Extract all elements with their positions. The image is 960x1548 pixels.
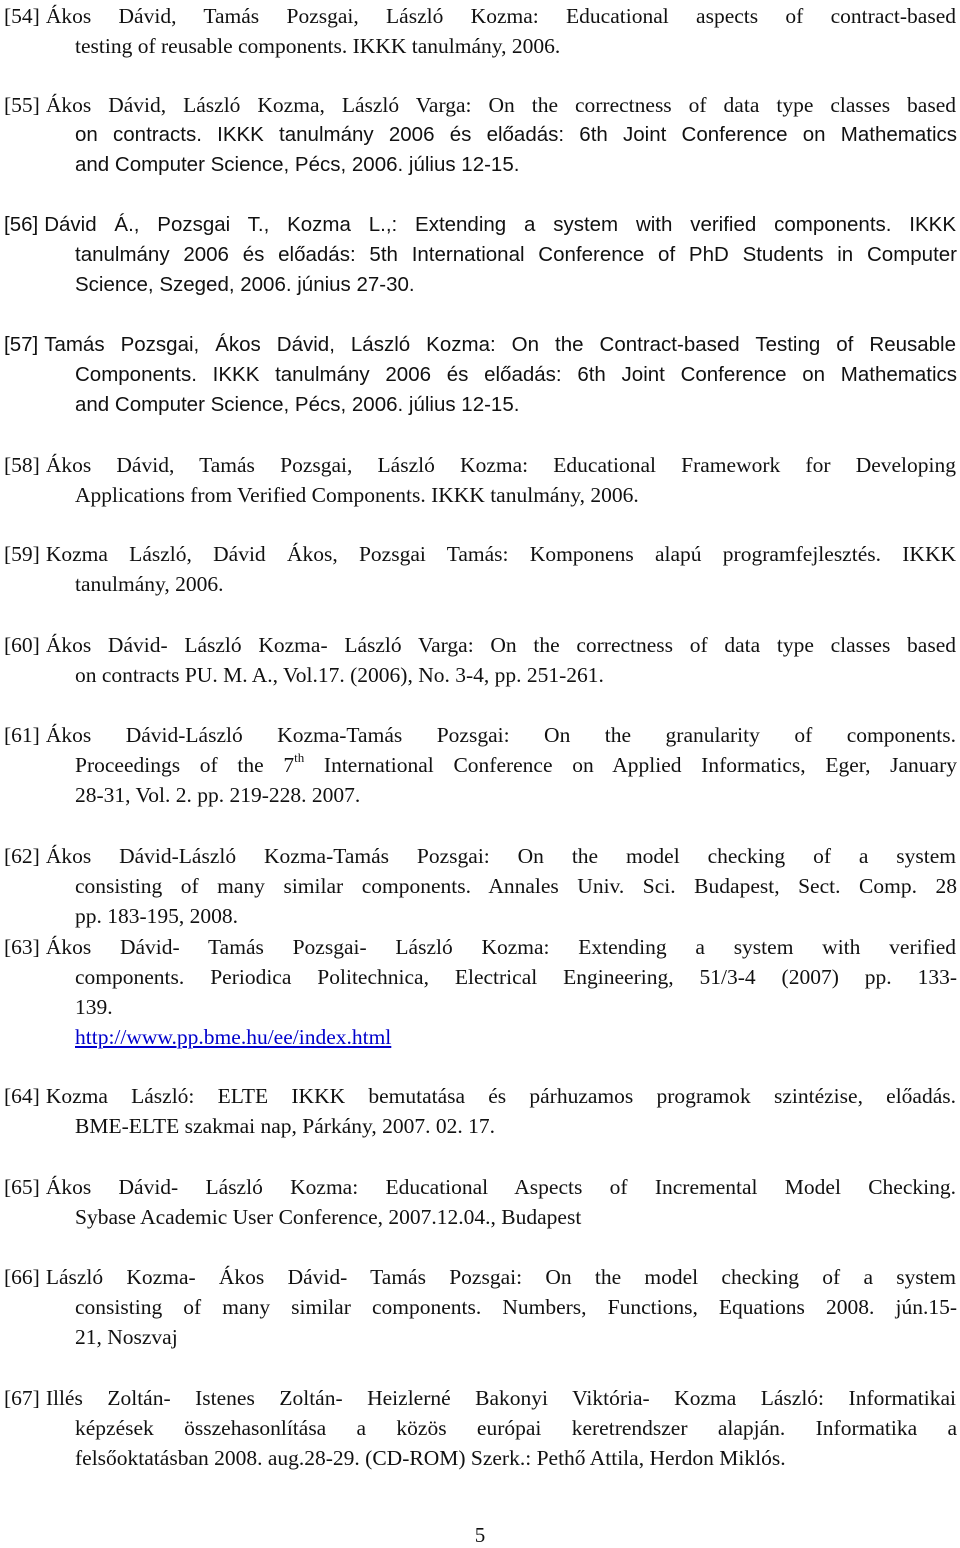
reference-line: 139.: [75, 995, 113, 1019]
reference-line: [56] Dávid Á., Pozsgai T., Kozma L.,: Extending a system with verified components. IKKK: [4, 213, 956, 236]
reference-number: [57]: [4, 333, 39, 356]
reference-line: [57] Tamás Pozsgai, Ákos Dávid, László Kozma: On the Contract-based Testing of Reusable: [4, 333, 956, 356]
reference-line: Sybase Academic User Conference, 2007.12.04., Budapest: [75, 1205, 582, 1229]
reference-line: Science, Szeged, 2006. június 27-30.: [75, 273, 415, 296]
reference-number: [54]: [4, 4, 40, 28]
reference-line: 28-31, Vol. 2. pp. 219-228. 2007.: [75, 783, 361, 807]
reference-line: tanulmány, 2006.: [75, 572, 224, 596]
reference-number: [58]: [4, 453, 40, 477]
reference-line: consisting of many similar components. Annales Univ. Sci. Budapest, Sect. Comp. 28: [75, 874, 957, 898]
reference-line: [59] Kozma László, Dávid Ákos, Pozsgai Tamás: Komponens alapú programfejlesztés. IKKK: [4, 542, 956, 566]
reference-line: [54] Ákos Dávid, Tamás Pozsgai, László Kozma: Educational aspects of contract-based: [4, 4, 956, 28]
reference-line: [58] Ákos Dávid, Tamás Pozsgai, László Kozma: Educational Framework for Developing: [4, 453, 956, 477]
reference-number: [62]: [4, 844, 40, 868]
reference-number: [56]: [4, 213, 39, 236]
reference-line: and Computer Science, Pécs, 2006. július 12-15.: [75, 153, 520, 176]
reference-line: [66] László Kozma- Ákos Dávid- Tamás Pozsgai: On the model checking of a system: [4, 1265, 956, 1289]
reference-line: felsőoktatásban 2008. aug.28-29. (CD-ROM) Szerk.: Pethő Attila, Herdon Miklós.: [75, 1446, 786, 1470]
reference-line: [55] Ákos Dávid, László Kozma, László Varga: On the correctness of data type classes based: [4, 93, 956, 117]
reference-line: [75, 1022, 391, 1052]
reference-line: and Computer Science, Pécs, 2006. július 12-15.: [75, 393, 520, 416]
reference-line: pp. 183-195, 2008.: [75, 904, 239, 928]
reference-number: [64]: [4, 1084, 40, 1108]
reference-number: [60]: [4, 633, 40, 657]
reference-line: 21, Noszvaj: [75, 1325, 178, 1349]
reference-line: [64] Kozma László: ELTE IKKK bemutatása és párhuzamos programok szintézise, előadás.: [4, 1084, 956, 1108]
reference-number: [67]: [4, 1386, 40, 1410]
reference-line: [65] Ákos Dávid- László Kozma: Educational Aspects of Incremental Model Checking.: [4, 1175, 956, 1199]
reference-link[interactable]: http://www.pp.bme.hu/ee/index.html: [75, 1025, 392, 1049]
reference-number: [55]: [4, 93, 40, 117]
reference-line: consisting of many similar components. Numbers, Functions, Equations 2008. jún.15-: [75, 1295, 957, 1319]
reference-number: [66]: [4, 1265, 40, 1289]
reference-line: [61] Ákos Dávid-László Kozma-Tamás Pozsgai: On the granularity of components.: [4, 723, 956, 747]
reference-line: components. Periodica Politechnica, Electrical Engineering, 51/3-4 (2007) pp. 133-: [75, 965, 957, 989]
reference-line: Components. IKKK tanulmány 2006 és előadás: 6th Joint Conference on Mathematics: [75, 363, 957, 386]
page-number: 5: [474, 1523, 486, 1547]
reference-line: tanulmány 2006 és előadás: 5th International Conference of PhD Students in Computer: [75, 243, 957, 266]
reference-line: Proceedings of the 7th International Conference on Applied Informatics, Eger, January: [75, 750, 957, 777]
reference-line: Applications from Verified Components. IKKK tanulmány, 2006.: [75, 483, 639, 507]
reference-line: on contracts PU. M. A., Vol.17. (2006), No. 3-4, pp. 251-261.: [75, 663, 604, 687]
reference-number: [61]: [4, 723, 40, 747]
reference-number: [65]: [4, 1175, 40, 1199]
reference-line: [63] Ákos Dávid- Tamás Pozsgai- László Kozma: Extending a system with verified: [4, 935, 956, 959]
reference-line: testing of reusable components. IKKK tanulmány, 2006.: [75, 34, 561, 58]
reference-line: BME-ELTE szakmai nap, Párkány, 2007. 02. 17.: [75, 1114, 495, 1138]
reference-number: [63]: [4, 935, 40, 959]
reference-line: [60] Ákos Dávid- László Kozma- László Varga: On the correctness of data type classes based: [4, 633, 956, 657]
reference-number: [59]: [4, 542, 40, 566]
reference-line: on contracts. IKKK tanulmány 2006 és előadás: 6th Joint Conference on Mathematics: [75, 123, 957, 146]
reference-line: [62] Ákos Dávid-László Kozma-Tamás Pozsgai: On the model checking of a system: [4, 844, 956, 868]
reference-line: [67] Illés Zoltán- Istenes Zoltán- Heizlerné Bakonyi Viktória- Kozma László: Informatikai: [4, 1386, 956, 1410]
reference-line: képzések összehasonlítása a közös európai keretrendszer alapján. Informatika a: [75, 1416, 957, 1440]
superscript: th: [294, 750, 305, 765]
